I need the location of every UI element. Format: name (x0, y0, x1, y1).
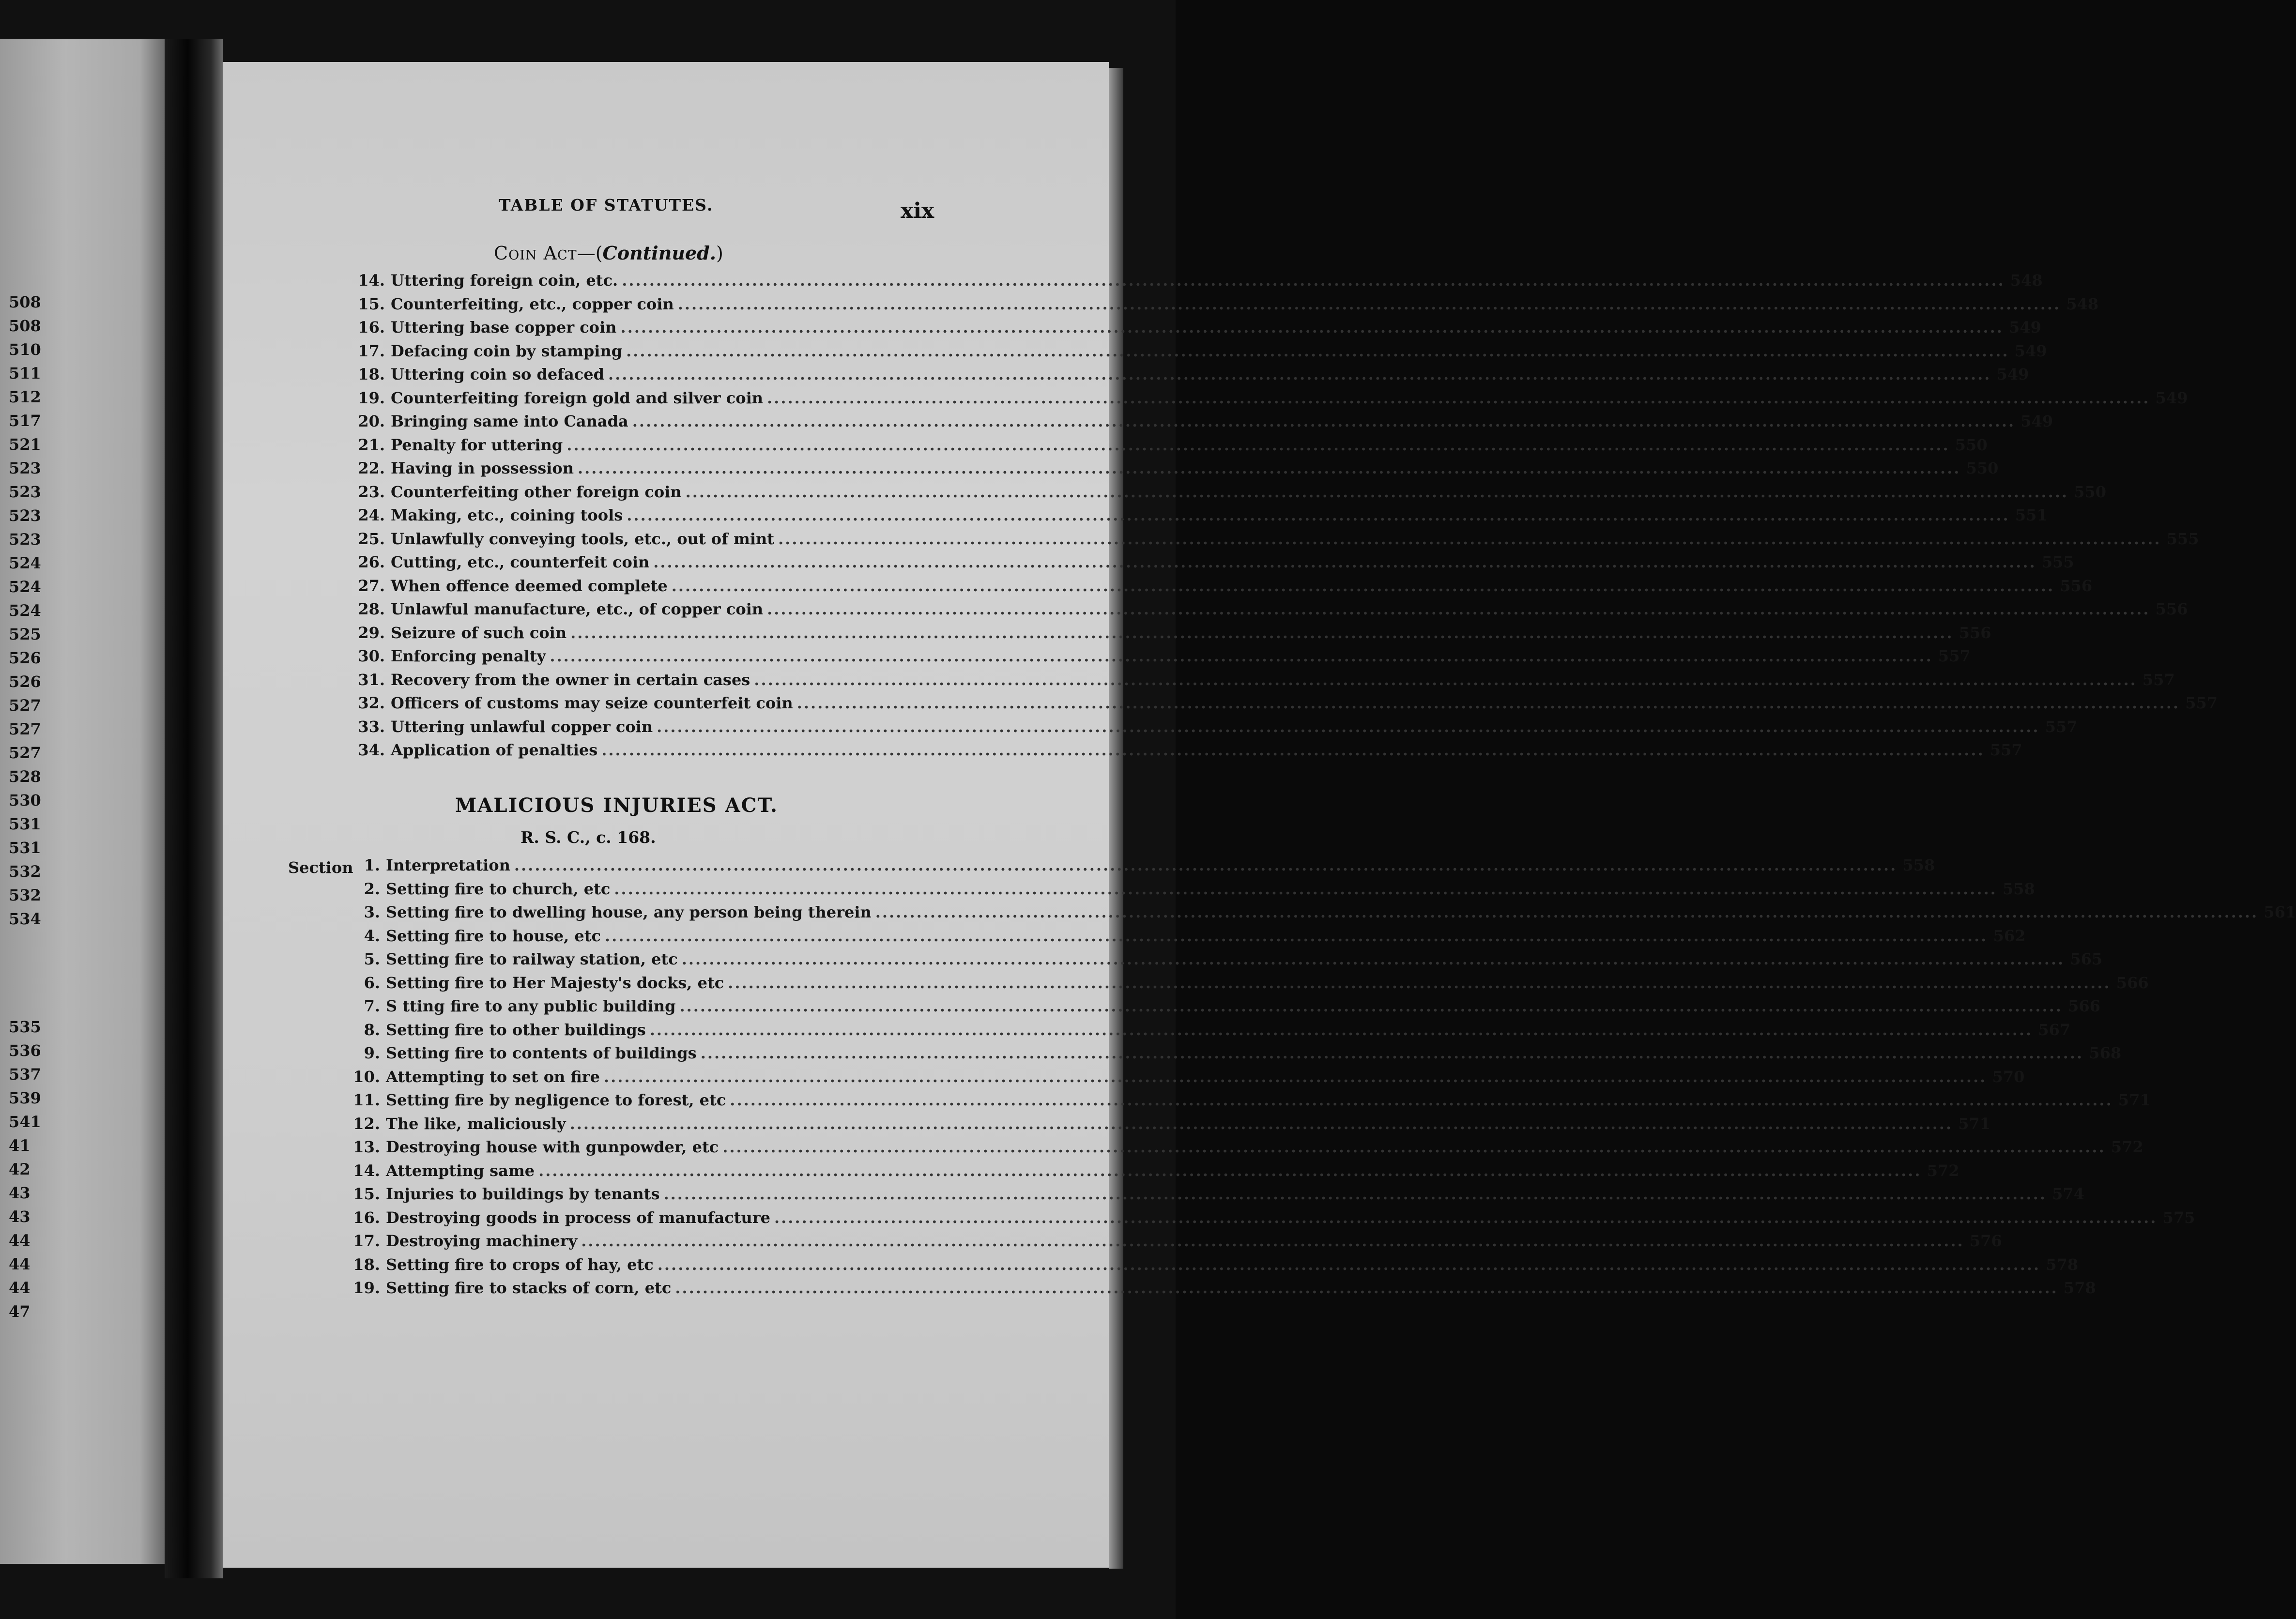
contents-entry (288, 1020, 2071, 1044)
entry-page-number: 558 (2003, 879, 2035, 898)
dot-leader (618, 271, 2008, 290)
entry-page-number: 578 (2046, 1255, 2079, 1274)
left-page-number: 517 (9, 412, 41, 430)
left-page-number: 44 (9, 1279, 31, 1297)
dot-leader (563, 436, 1953, 454)
entry-page-number: 551 (2015, 506, 2048, 524)
entry-page-number: 549 (2009, 318, 2041, 336)
left-page-number: 41 (9, 1136, 31, 1155)
left-page-number: 537 (9, 1065, 41, 1084)
entry-section-number: 16. (358, 318, 385, 336)
entry-section-number: 19. (353, 1279, 380, 1297)
entry-page-number: 561 (2264, 903, 2296, 921)
entry-title: Uttering base copper coin (391, 318, 617, 336)
entry-section-number: 25. (358, 529, 385, 548)
entry-section-number: 18. (358, 365, 385, 383)
malicious-injuries-act-citation: R. S. C., c. 168. (520, 828, 656, 847)
entry-section-number: 6. (364, 973, 380, 992)
entry-title: Enforcing penalty (391, 647, 546, 665)
dot-leader (546, 647, 1936, 665)
dot-leader (654, 1255, 2044, 1274)
left-page-number: 44 (9, 1231, 31, 1250)
entry-title: Setting fire to stacks of corn, etc (386, 1279, 672, 1297)
dot-leader (600, 1068, 1990, 1086)
entry-title: Interpretation (386, 856, 510, 874)
entry-section-number: 5. (364, 950, 380, 968)
left-page-number: 42 (9, 1160, 31, 1178)
dot-leader (646, 1021, 2036, 1039)
entry-page-number: 549 (2155, 388, 2188, 407)
entry-page-number: 572 (1927, 1161, 1959, 1180)
contents-entry (288, 1161, 1959, 1185)
left-page-number: 536 (9, 1041, 41, 1060)
entry-page-number: 556 (2155, 600, 2188, 618)
contents-entry (288, 1044, 2122, 1068)
contents-entry (351, 435, 1988, 459)
entry-section-number: 21. (358, 435, 385, 454)
left-facing-page (0, 39, 165, 1564)
entry-title: Setting fire to crops of hay, etc (386, 1255, 654, 1274)
entry-title: Destroying machinery (386, 1232, 578, 1250)
left-page-number: 534 (9, 910, 41, 928)
entry-title: Destroying goods in process of manufacture (386, 1208, 771, 1227)
entry-section-number: 15. (358, 294, 385, 313)
entry-section-number: 11. (353, 1091, 380, 1109)
entry-title: Setting fire by negligence to forest, etc (386, 1091, 726, 1109)
coin-act-heading-continued: Continued. (602, 242, 716, 264)
entry-page-number: 570 (1992, 1067, 2025, 1086)
left-page-number: 508 (9, 317, 41, 335)
contents-entry (351, 576, 2093, 600)
dot-leader (793, 694, 2184, 712)
entry-page-number: 557 (2045, 717, 2078, 736)
dot-leader (668, 577, 2058, 595)
coin-act-heading (494, 242, 723, 264)
entry-page-number: 550 (1955, 435, 1988, 454)
dot-leader (577, 1232, 1968, 1250)
entry-title: When offence deemed complete (391, 576, 668, 595)
dot-leader (566, 1115, 1957, 1133)
entry-title: Destroying house with gunpowder, etc (386, 1138, 719, 1156)
left-page-number: 541 (9, 1113, 41, 1131)
entry-title: Setting fire to railway station, etc (386, 950, 678, 968)
left-page-number: 527 (9, 744, 41, 762)
entry-section-number: 16. (353, 1208, 380, 1227)
entry-page-number: 572 (2111, 1138, 2143, 1156)
contents-entry (351, 506, 2048, 530)
left-page-number: 528 (9, 767, 41, 786)
dot-leader (623, 506, 2013, 524)
entry-section-number: 28. (358, 600, 385, 618)
entry-page-number: 550 (2074, 482, 2107, 501)
coin-act-contents (351, 271, 2218, 764)
contents-entry (288, 1185, 2084, 1208)
contents-entry (288, 1208, 2195, 1232)
entry-title: Penalty for uttering (391, 435, 563, 454)
entry-section-number: 8. (364, 1020, 380, 1039)
entry-section-number: 7. (364, 997, 380, 1015)
entry-section-number: 31. (358, 670, 385, 689)
dot-leader (726, 1091, 2116, 1109)
entry-section-number: 17. (353, 1232, 380, 1250)
coin-act-heading-dash: —( (577, 243, 603, 264)
entry-page-number: 558 (1902, 856, 1935, 874)
entry-title: Uttering coin so defaced (391, 365, 604, 383)
left-page-number: 531 (9, 815, 41, 833)
entry-page-number: 548 (2066, 294, 2099, 313)
dot-leader (763, 389, 2154, 407)
entry-page-number: 555 (2041, 553, 2074, 571)
dot-leader (674, 295, 2065, 313)
contents-entry (288, 1255, 2079, 1279)
contents-entry (351, 717, 2078, 741)
dot-leader (659, 1185, 2050, 1203)
contents-entry (351, 482, 2107, 506)
left-page-number: 532 (9, 886, 41, 904)
entry-title: S tting fire to any public building (386, 997, 676, 1015)
contents-entry (351, 647, 1971, 671)
left-page-number: 510 (9, 340, 41, 359)
left-page-number: 530 (9, 791, 41, 810)
contents-entry (288, 973, 2149, 997)
entry-section-number: 20. (358, 412, 385, 430)
left-page-number: 44 (9, 1255, 31, 1273)
entry-title: Uttering unlawful copper coin (391, 717, 653, 736)
entry-page-number: 557 (2142, 670, 2175, 689)
left-page-number: 43 (9, 1184, 31, 1202)
entry-page-number: 574 (2052, 1185, 2084, 1203)
left-page-number: 523 (9, 506, 41, 525)
entry-title: Unlawful manufacture, etc., of copper coin (391, 600, 764, 618)
left-page-number: 523 (9, 530, 41, 549)
entry-section-number: 18. (353, 1255, 380, 1274)
entry-page-number: 571 (1958, 1114, 1991, 1133)
entry-section-number: 10. (353, 1067, 380, 1086)
contents-entry (351, 341, 2047, 366)
contents-entry (288, 903, 2296, 927)
entry-page-number: 567 (2038, 1020, 2071, 1039)
dot-leader (597, 741, 1988, 759)
contents-entry (288, 1067, 2025, 1091)
entry-title: Unlawfully conveying tools, etc., out of mint (391, 529, 775, 548)
entry-section-number: 13. (353, 1138, 380, 1156)
dot-leader (649, 553, 2040, 571)
contents-entry (351, 412, 2053, 436)
entry-section-number: 2. (364, 879, 380, 898)
entry-title: Making, etc., coining tools (391, 506, 623, 524)
entry-section-number: 32. (358, 694, 385, 712)
contents-entry (288, 950, 2103, 974)
entry-page-number: 548 (2010, 271, 2043, 290)
entry-page-number: 549 (2014, 341, 2047, 360)
left-page-number: 524 (9, 601, 41, 620)
entry-page-number: 576 (1969, 1232, 2002, 1250)
entry-title: Attempting to set on fire (386, 1067, 600, 1086)
dot-leader (653, 718, 2043, 736)
page-edge-shadow (1109, 68, 1123, 1569)
entry-section-number: 23. (358, 482, 385, 501)
contents-entry (351, 623, 1991, 647)
malicious-injuries-act-contents (288, 856, 2296, 1302)
entry-title: Having in possession (391, 459, 574, 477)
left-page-number: 511 (9, 364, 41, 382)
entry-section-number: 14. (358, 271, 385, 290)
contents-entry (288, 997, 2100, 1021)
left-page-number: 521 (9, 435, 41, 454)
entry-page-number: 578 (2063, 1279, 2096, 1297)
left-page-number: 526 (9, 672, 41, 691)
entry-title: Setting fire to other buildings (386, 1020, 646, 1039)
entry-page-number: 571 (2118, 1091, 2151, 1109)
left-page-number: 531 (9, 839, 41, 857)
contents-entry (288, 879, 2035, 903)
entry-title: Setting fire to Her Majesty's docks, etc (386, 973, 724, 992)
entry-page-number: 568 (2089, 1044, 2122, 1062)
left-page-number: 527 (9, 696, 41, 715)
entry-page-number: 575 (2162, 1208, 2195, 1227)
contents-entry (288, 1232, 2002, 1255)
dot-leader (678, 950, 2068, 968)
entry-page-number: 557 (1938, 647, 1971, 665)
dot-leader (535, 1161, 1925, 1180)
entry-page-number: 549 (1996, 365, 2029, 383)
left-page-number: 526 (9, 649, 41, 667)
left-page-number: 508 (9, 293, 41, 311)
dot-leader (697, 1044, 2087, 1062)
entry-section-number: 3. (364, 903, 380, 921)
left-page-number: 43 (9, 1207, 31, 1226)
running-head: TABLE OF STATUTES. (499, 196, 714, 214)
coin-act-heading-close: ) (716, 243, 723, 264)
entry-page-number: 566 (2068, 997, 2100, 1015)
left-page-number: 524 (9, 554, 41, 572)
entry-page-number: 565 (2070, 950, 2103, 968)
entry-title: Uttering foreign coin, etc. (391, 271, 618, 290)
entry-section-number: 22. (358, 459, 385, 477)
dot-leader (604, 365, 1995, 383)
dot-leader (719, 1138, 2109, 1156)
section-label: Section (288, 858, 353, 877)
dot-leader (682, 483, 2072, 501)
entry-title: Counterfeiting other foreign coin (391, 482, 682, 501)
contents-entry (288, 1114, 1991, 1138)
entry-section-number: 27. (358, 576, 385, 595)
contents-entry (351, 294, 2099, 319)
entry-section-number: 30. (358, 647, 385, 665)
contents-entry (288, 1091, 2151, 1115)
entry-section-number: 17. (358, 341, 385, 360)
left-page-number: 523 (9, 483, 41, 501)
entry-title: Setting fire to house, etc (386, 926, 601, 945)
dot-leader (750, 671, 2141, 689)
entry-title: Injuries to buildings by tenants (386, 1185, 660, 1203)
contents-entry (351, 670, 2175, 694)
entry-page-number: 550 (1966, 459, 1999, 477)
entry-page-number: 562 (1993, 926, 2026, 945)
coin-act-heading-name: Coin Act (494, 243, 577, 264)
entry-title: Attempting same (386, 1161, 535, 1180)
dot-leader (763, 600, 2154, 618)
entry-section-number: 33. (358, 717, 385, 736)
entry-title: Setting fire to contents of buildings (386, 1044, 697, 1062)
contents-entry (288, 1279, 2096, 1302)
left-page-number: 535 (9, 1018, 41, 1036)
contents-entry (288, 926, 2026, 950)
dot-leader (622, 342, 2013, 360)
entry-page-number: 556 (2060, 576, 2093, 595)
page-number: xix (901, 199, 934, 223)
entry-section-number: 15. (353, 1185, 380, 1203)
entry-page-number: 566 (2116, 973, 2149, 992)
contents-entry (351, 459, 1999, 483)
malicious-injuries-act-title: MALICIOUS INJURIES ACT. (455, 794, 778, 817)
entry-title: Counterfeiting foreign gold and silver coin (391, 388, 764, 407)
left-page-number: 527 (9, 720, 41, 738)
dot-leader (601, 927, 1991, 945)
contents-entry (351, 694, 2218, 718)
entry-title: Counterfeiting, etc., copper coin (391, 294, 674, 313)
entry-section-number: 9. (364, 1044, 380, 1062)
contents-entry (351, 741, 2022, 764)
entry-section-number: 34. (358, 741, 385, 759)
entry-page-number: 549 (2020, 412, 2053, 430)
left-page-number: 523 (9, 459, 41, 477)
left-page-number: 512 (9, 388, 41, 406)
entry-section-number: 24. (358, 506, 385, 524)
dot-leader (671, 1279, 2062, 1297)
entry-page-number: 557 (1990, 741, 2022, 759)
entry-section-number: 19. (358, 388, 385, 407)
entry-title: Setting fire to church, etc (386, 879, 611, 898)
entry-section-number: 12. (353, 1114, 380, 1133)
contents-entry (351, 553, 2074, 577)
entry-title: Defacing coin by stamping (391, 341, 623, 360)
contents-entry (288, 1138, 2143, 1161)
entry-section-number: 26. (358, 553, 385, 571)
entry-page-number: 556 (1959, 623, 1991, 642)
dot-leader (510, 856, 1901, 874)
entry-title: Application of penalties (391, 741, 598, 759)
dot-leader (872, 903, 2262, 921)
dot-leader (616, 318, 2007, 336)
dot-leader (770, 1208, 2161, 1227)
entry-title: Setting fire to dwelling house, any person being therein (386, 903, 872, 921)
left-page-number: 532 (9, 862, 41, 881)
contents-entry (351, 529, 2199, 553)
contents-entry (351, 318, 2041, 342)
dot-leader (628, 412, 2019, 430)
entry-title: Bringing same into Canada (391, 412, 628, 430)
dot-leader (566, 624, 1957, 642)
book-gutter (165, 39, 223, 1578)
dot-leader (774, 530, 2165, 548)
entry-section-number: 1. (364, 856, 380, 874)
entry-page-number: 557 (2185, 694, 2218, 712)
left-page-number: 47 (9, 1302, 31, 1321)
entry-section-number: 4. (364, 926, 380, 945)
entry-title: Officers of customs may seize counterfeit coin (391, 694, 793, 712)
dot-leader (724, 974, 2114, 992)
entry-title: Recovery from the owner in certain cases (391, 670, 750, 689)
entry-page-number: 555 (2166, 529, 2199, 548)
entry-section-number: 29. (358, 623, 385, 642)
entry-section-number: 14. (353, 1161, 380, 1180)
entry-title: Seizure of such coin (391, 623, 567, 642)
left-page-number: 524 (9, 578, 41, 596)
contents-entry (351, 271, 2043, 295)
dot-leader (610, 880, 2001, 898)
left-page-number: 539 (9, 1089, 41, 1107)
contents-entry (351, 388, 2188, 412)
contents-entry (288, 856, 1935, 880)
entry-title: Cutting, etc., counterfeit coin (391, 553, 650, 571)
contents-entry (351, 365, 2029, 389)
contents-entry (351, 600, 2188, 624)
dot-leader (574, 459, 1964, 477)
entry-title: The like, maliciously (386, 1114, 566, 1133)
dot-leader (675, 997, 2066, 1015)
left-page-number-column (0, 290, 44, 1324)
left-page-number: 525 (9, 625, 41, 643)
